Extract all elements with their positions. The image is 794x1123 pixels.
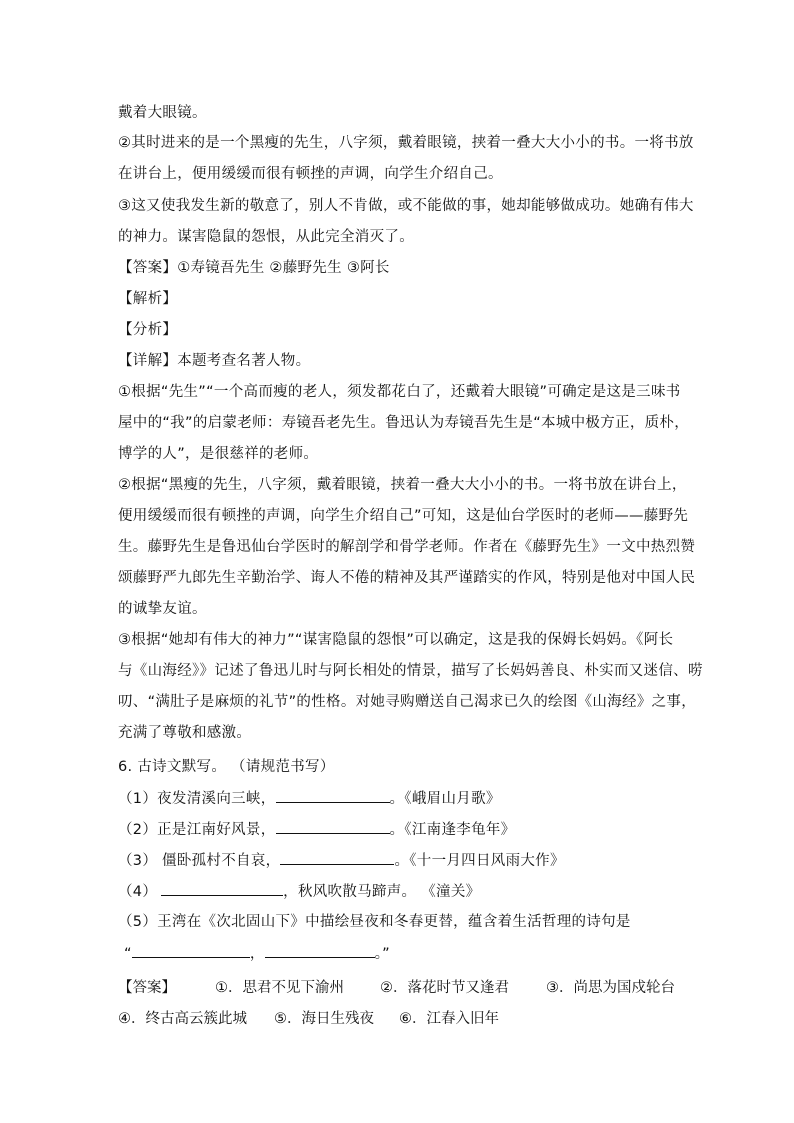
question-item xyxy=(118,788,501,809)
text-line: 颂藤野严九郎先生辛勤治学、诲人不倦的精神及其严谨踏实的作风，特别是他对中国人民 xyxy=(118,570,696,586)
answer-item: ②．落花时节又逢君 xyxy=(380,980,509,996)
fill-blank[interactable] xyxy=(265,943,375,958)
text-line: 屋中的“我”的启蒙老师：寿镜吾老先生。鲁迅认为寿镜吾先生是“本城中极方正，质朴， xyxy=(118,415,690,431)
text-line: ②其时进来的是一个黑瘦的先生，八字须，戴着眼镜，挟着一叠大大小小的书。一将书放 xyxy=(118,135,694,151)
text-line: 便用缓缓而很有顿挫的声调，向学生介绍自己”可知，这是仙台学医时的老师——藤野先 xyxy=(118,508,689,524)
text-line: ③根据“她却有伟大的神力”“谋害隐鼠的怨恨”可以确定，这是我的保姆长妈妈。《阿长 xyxy=(118,632,674,648)
text-line: 与《山海经》》记述了鲁迅儿时与阿长相处的情景，描写了长妈妈善良、朴实而又迷信、唠 xyxy=(118,663,703,679)
quote-open: “ xyxy=(124,946,132,962)
text-line: 的神力。谋害隐鼠的怨恨，从此完全消灭了。 xyxy=(118,229,414,245)
answer-item: ①．思君不见下渝州 xyxy=(215,980,344,996)
analysis-subheading: 【分析】 xyxy=(118,322,178,338)
answer-item: ④．终古高云簇此城 xyxy=(118,1011,247,1027)
answer-item: ③．尚思为国戍轮台 xyxy=(546,980,675,996)
question-item-suffix: 。《峨眉山月歌》 xyxy=(389,791,501,807)
question-item xyxy=(118,881,480,902)
fill-blank[interactable] xyxy=(280,850,394,865)
text-line: 戴着大眼镜。 xyxy=(118,105,207,121)
text-line: 博学的人”，是很慈祥的老师。 xyxy=(118,446,319,462)
question-item-prefix: （5）王湾在《次北固山下》中描绘昼夜和冬春更替，蕴含着生活哲理的诗句是 xyxy=(118,914,631,930)
text-line: ③这又使我发生新的敬意了，别人不肯做，或不能做的事，她却能够做成功。她确有伟大 xyxy=(118,198,694,214)
question-item-suffix: 。《十一月四日风雨大作》 xyxy=(394,853,565,869)
answer-label: 【答案】 xyxy=(118,980,176,996)
answer-item: ⑥．江春入旧年 xyxy=(399,1011,499,1027)
quote-close: 。” xyxy=(374,946,390,962)
text-line: ②根据“黑瘦的先生，八字须，戴着眼镜，挟着一叠大大小小的书。一将书放在讲台上， xyxy=(118,477,687,493)
question-item-suffix: ，秋风吹散马蹄声。 《潼关》 xyxy=(283,884,481,900)
question-item-prefix: （2）正是江南好风景， xyxy=(118,822,276,838)
text-line: 充满了尊敬和感激。 xyxy=(118,725,252,741)
question-item xyxy=(118,819,515,840)
text-line: 生。藤野先生是鲁迅仙台学医时的解剖学和骨学老师。作者在《藤野先生》一文中热烈赞 xyxy=(118,539,696,555)
comma: ， xyxy=(249,946,265,962)
fill-blank[interactable] xyxy=(132,943,250,958)
question-item xyxy=(118,850,565,871)
fill-blank[interactable] xyxy=(276,788,390,803)
question-item-suffix: 。《江南逢李龟年》 xyxy=(389,822,516,838)
detail-heading: 【详解】本题考查名著人物。 xyxy=(118,353,311,369)
question-item-prefix: （4） xyxy=(118,884,158,900)
question-item-prefix: （1）夜发清溪向三峡， xyxy=(118,791,276,807)
question-item-prefix: （3） 僵卧孤村不自哀， xyxy=(118,853,281,869)
text-line: 的诚挚友谊。 xyxy=(118,601,207,617)
question-title: 6. 古诗文默写。 （请规范书写） xyxy=(118,759,335,775)
answer-item: ⑤．海日生残夜 xyxy=(274,1011,374,1027)
fill-blank[interactable] xyxy=(161,881,283,896)
answer-line: 【答案】①寿镜吾先生 ②藤野先生 ③阿长 xyxy=(118,260,390,276)
fill-blank[interactable] xyxy=(276,819,390,834)
analysis-heading: 【解析】 xyxy=(118,291,178,307)
text-line: 在讲台上，便用缓缓而很有顿挫的声调，向学生介绍自己。 xyxy=(118,166,503,182)
question-item xyxy=(118,912,631,932)
question-item xyxy=(124,943,390,964)
text-line: 叨、“满肚子是麻烦的礼节”的性格。对她寻购赠送自己渴求已久的绘图《山海经》之事， xyxy=(118,694,697,710)
text-line: ①根据“先生”“一个高而瘦的老人，须发都花白了，还戴着大眼镜”可确定是这是三味书 xyxy=(118,384,681,400)
